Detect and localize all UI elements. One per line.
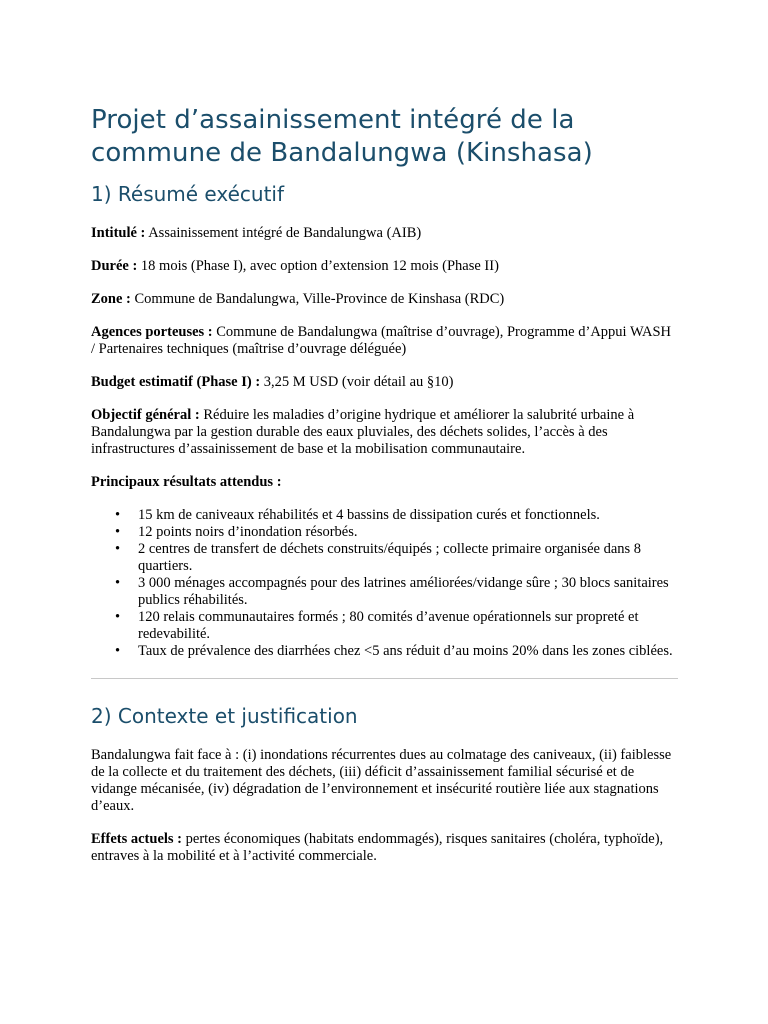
- section-divider: [91, 678, 678, 679]
- field-value: pertes économiques (habitats endommagés), risques sanitaires (choléra, typhoïde), entraves à la mobilité et à l’activité commerciale.: [91, 831, 664, 864]
- field-value: Réduire les maladies d’origine hydrique et améliorer la salubrité urbaine à Bandalungwa par la gestion durable des eaux pluviales, des déchets solides, l’accès à des infrastructures d’assainissement de base et la mobilisation communautaire.: [91, 407, 635, 457]
- document-title: Projet d’assainissement intégré de la commune de Bandalungwa (Kinshasa): [91, 105, 593, 168]
- field-label: Agences porteuses :: [91, 324, 213, 340]
- field-label: Durée :: [91, 258, 138, 274]
- current-effects: [91, 831, 678, 865]
- field-label: Effets actuels :: [91, 831, 183, 847]
- section-heading-context: 2) Contexte et justification: [91, 704, 358, 728]
- field-general-objective: [91, 407, 678, 458]
- list-item-text: 2 centres de transfert de déchets construits/équipés ; collecte primaire organisée dans 8 quartiers.: [138, 541, 642, 574]
- list-item: [115, 575, 678, 609]
- expected-results-list: [91, 507, 678, 660]
- section-heading-executive-summary: 1) Résumé exécutif: [91, 182, 285, 206]
- list-item: [115, 643, 678, 660]
- list-item-text: 12 points noirs d’inondation résorbés.: [138, 524, 358, 540]
- list-item: [115, 507, 678, 524]
- field-label: Objectif général :: [91, 407, 200, 423]
- field-value: Commune de Bandalungwa, Ville-Province de Kinshasa (RDC): [130, 291, 505, 307]
- list-item-text: 3 000 ménages accompagnés pour des latrines améliorées/vidange sûre ; 30 blocs sanitaires publics réhabilités.: [138, 575, 669, 608]
- list-item: [115, 609, 678, 643]
- field-value: Assainissement intégré de Bandalungwa (AIB): [145, 225, 422, 241]
- bullet-icon: •: [115, 643, 121, 659]
- field-value: 18 mois (Phase I), avec option d’extension 12 mois (Phase II): [137, 258, 499, 274]
- list-item: [115, 541, 678, 575]
- bullet-icon: •: [115, 609, 121, 625]
- field-title: [91, 225, 678, 242]
- results-label: [91, 474, 678, 491]
- list-item-text: Taux de prévalence des diarrhées chez <5 ans réduit d’au moins 20% dans les zones ciblées.: [138, 643, 673, 659]
- bullet-icon: •: [115, 575, 121, 591]
- field-value: 3,25 M USD (voir détail au §10): [260, 374, 454, 390]
- field-label: Budget estimatif (Phase I) :: [91, 374, 261, 390]
- field-agencies: [91, 324, 678, 358]
- list-item-text: 120 relais communautaires formés ; 80 comités d’avenue opérationnels sur propreté et redevabilité.: [138, 609, 639, 642]
- list-item-text: 15 km de caniveaux réhabilités et 4 bassins de dissipation curés et fonctionnels.: [138, 507, 600, 523]
- document-page: [91, 104, 678, 881]
- field-label: Principaux résultats attendus :: [91, 474, 282, 490]
- list-item: [115, 524, 678, 541]
- bullet-icon: •: [115, 524, 121, 540]
- field-label: Intitulé :: [91, 225, 146, 241]
- field-budget: [91, 374, 678, 391]
- field-zone: [91, 291, 678, 308]
- bullet-icon: •: [115, 507, 121, 523]
- bullet-icon: •: [115, 541, 121, 557]
- context-paragraph: Bandalungwa fait face à : (i) inondations récurrentes dues au colmatage des caniveaux, (ii) faiblesse de la collecte et du traitement des déchets, (iii) déficit d’assainissement familial sécurisé et de vidange mécanisée, (iv) dégradation de l’environnement et insécurité routière liée aux stagnations d’eaux.: [91, 747, 672, 814]
- field-label: Zone :: [91, 291, 131, 307]
- field-duration: [91, 258, 678, 275]
- field-value: Commune de Bandalungwa (maîtrise d’ouvrage), Programme d’Appui WASH / Partenaires techniques (maîtrise d’ouvrage déléguée): [91, 324, 672, 357]
